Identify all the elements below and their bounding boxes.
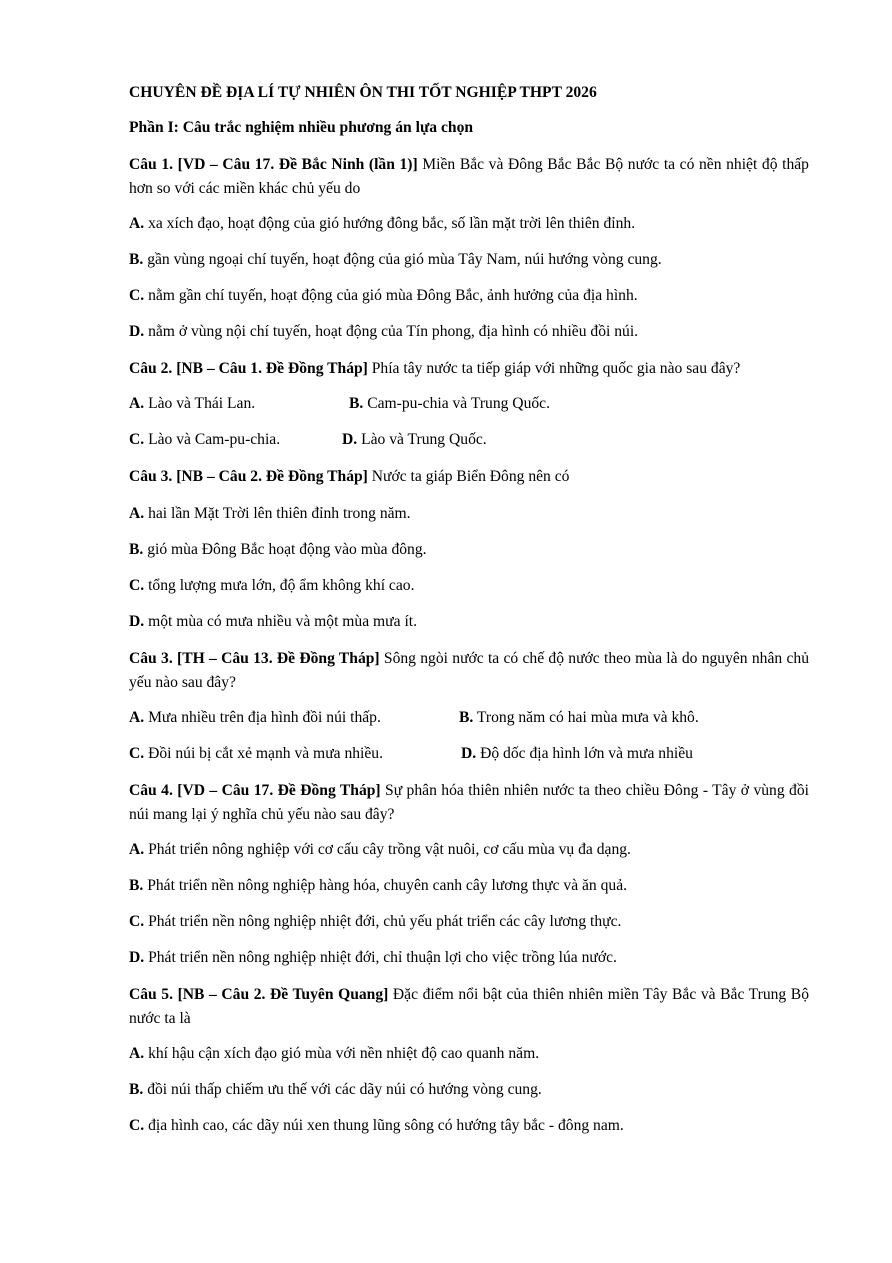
option-key: A. bbox=[129, 1045, 145, 1062]
part-heading bbox=[129, 117, 809, 139]
option-text: địa hình cao, các dãy núi xen thung lũng sông có hướng tây bắc - đông nam. bbox=[144, 1117, 624, 1134]
question-text: Phía tây nước ta tiếp giáp với những quốc gia nào sau đây? bbox=[367, 360, 741, 377]
part-text: Phần I: Câu trắc nghiệm nhiều phương án lựa chọn bbox=[129, 119, 474, 136]
option-text: nằm gần chí tuyến, hoạt động của gió mùa Đông Bắc, ảnh hưởng của địa hình. bbox=[144, 287, 638, 304]
option bbox=[129, 1043, 809, 1065]
option bbox=[129, 1115, 809, 1137]
option-key: B. bbox=[349, 395, 364, 412]
option-key: A. bbox=[129, 841, 145, 858]
option-row bbox=[129, 743, 809, 765]
option-text: một mùa có mưa nhiều và một mùa mưa ít. bbox=[144, 613, 418, 630]
option bbox=[342, 429, 487, 451]
option-text: Trong năm có hai mùa mưa và khô. bbox=[473, 709, 699, 726]
option-key: B. bbox=[129, 251, 144, 268]
option-text: Phát triển nền nông nghiệp nhiệt đới, chỉ thuận lợi cho việc trồng lúa nước. bbox=[144, 949, 617, 966]
option-text: tổng lượng mưa lớn, độ ẩm không khí cao. bbox=[144, 577, 415, 594]
option bbox=[129, 839, 809, 861]
question-text: Miền Bắc và Đông Bắc Bắc Bộ nước ta có nền nhiệt độ thấp hơn so với các miền khác chủ yếu do bbox=[129, 156, 809, 197]
option bbox=[129, 393, 349, 415]
option bbox=[459, 707, 699, 729]
option-text: Lào và Cam-pu-chia. bbox=[144, 431, 281, 448]
option bbox=[129, 743, 461, 765]
question-stem bbox=[129, 465, 809, 489]
document-page bbox=[129, 82, 809, 1151]
option bbox=[129, 575, 809, 597]
option bbox=[129, 249, 809, 271]
question bbox=[129, 153, 809, 343]
option bbox=[129, 539, 809, 561]
question-label: Câu 3. [NB – Câu 2. Đề Đồng Tháp] bbox=[129, 468, 368, 485]
option-key: C. bbox=[129, 431, 145, 448]
question-stem bbox=[129, 357, 809, 381]
question-text: Sông ngòi nước ta có chế độ nước theo mùa là do nguyên nhân chủ yếu nào sau đây? bbox=[129, 650, 809, 691]
option-key: B. bbox=[129, 1081, 144, 1098]
question-text: Sự phân hóa thiên nhiên nước ta theo chiều Đông - Tây ở vùng đồi núi mang lại ý nghĩa chủ yếu nào sau đây? bbox=[129, 782, 809, 823]
question bbox=[129, 983, 809, 1137]
option-row bbox=[129, 393, 809, 415]
option-key: B. bbox=[459, 709, 474, 726]
question-label: Câu 5. [NB – Câu 2. Đề Tuyên Quang] bbox=[129, 986, 389, 1003]
question-stem bbox=[129, 983, 809, 1031]
option-key: C. bbox=[129, 577, 145, 594]
option-text: gần vùng ngoại chí tuyến, hoạt động của gió mùa Tây Nam, núi hướng vòng cung. bbox=[143, 251, 662, 268]
option-row bbox=[129, 707, 809, 729]
option bbox=[129, 947, 809, 969]
option-text: xa xích đạo, hoạt động của gió hướng đông bắc, số lần mặt trời lên thiên đỉnh. bbox=[144, 215, 636, 232]
option-text: Lào và Thái Lan. bbox=[144, 395, 256, 412]
option-text: đồi núi thấp chiếm ưu thế với các dãy núi có hướng vòng cung. bbox=[143, 1081, 542, 1098]
option-text: nằm ở vùng nội chí tuyến, hoạt động của Tín phong, địa hình có nhiều đồi núi. bbox=[144, 323, 639, 340]
question bbox=[129, 647, 809, 765]
option bbox=[129, 911, 809, 933]
option-text: khí hậu cận xích đạo gió mùa với nền nhiệt độ cao quanh năm. bbox=[144, 1045, 540, 1062]
option bbox=[461, 743, 693, 765]
option bbox=[129, 611, 809, 633]
option-text: Độ dốc địa hình lớn và mưa nhiều bbox=[476, 745, 693, 762]
option-text: Phát triển nông nghiệp với cơ cấu cây trồng vật nuôi, cơ cấu mùa vụ đa dạng. bbox=[144, 841, 631, 858]
option bbox=[129, 1079, 809, 1101]
question-label: Câu 2. [NB – Câu 1. Đề Đồng Tháp] bbox=[129, 360, 368, 377]
option-key: A. bbox=[129, 215, 145, 232]
document-title bbox=[129, 82, 809, 104]
option bbox=[129, 321, 809, 343]
option-text: Phát triển nền nông nghiệp hàng hóa, chuyên canh cây lương thực và ăn quả. bbox=[143, 877, 628, 894]
option-text: Đồi núi bị cắt xẻ mạnh và mưa nhiều. bbox=[144, 745, 384, 762]
option bbox=[129, 285, 809, 307]
question-text: Đặc điểm nổi bật của thiên nhiên miền Tây Bắc và Bắc Trung Bộ nước ta là bbox=[129, 986, 810, 1027]
question bbox=[129, 465, 809, 633]
option-key: C. bbox=[129, 913, 145, 930]
question bbox=[129, 357, 809, 451]
option-key: B. bbox=[129, 877, 144, 894]
option bbox=[129, 503, 809, 525]
question-label: Câu 4. [VD – Câu 17. Đề Đồng Tháp] bbox=[129, 782, 381, 799]
question-label: Câu 3. [TH – Câu 13. Đề Đồng Tháp] bbox=[129, 650, 380, 667]
option-key: A. bbox=[129, 395, 145, 412]
question-text: Nước ta giáp Biển Đông nên có bbox=[367, 468, 570, 485]
option-key: D. bbox=[342, 431, 358, 448]
option-text: gió mùa Đông Bắc hoạt động vào mùa đông. bbox=[143, 541, 427, 558]
option bbox=[349, 393, 550, 415]
title-text: CHUYÊN ĐỀ ĐỊA LÍ TỰ NHIÊN ÔN THI TỐT NGHIỆP THPT 2026 bbox=[129, 84, 597, 101]
option-key: C. bbox=[129, 287, 145, 304]
option-key: D. bbox=[129, 949, 145, 966]
option bbox=[129, 429, 342, 451]
option-key: A. bbox=[129, 709, 145, 726]
option-key: D. bbox=[129, 323, 145, 340]
option bbox=[129, 213, 809, 235]
option bbox=[129, 875, 809, 897]
option-text: Phát triển nền nông nghiệp nhiệt đới, chủ yếu phát triển các cây lương thực. bbox=[144, 913, 622, 930]
option-text: Mưa nhiều trên địa hình đồi núi thấp. bbox=[144, 709, 381, 726]
question-label: Câu 1. [VD – Câu 17. Đề Bắc Ninh (lần 1)] bbox=[129, 156, 418, 173]
option-key: B. bbox=[129, 541, 144, 558]
option-key: C. bbox=[129, 1117, 145, 1134]
option-key: D. bbox=[461, 745, 477, 762]
question bbox=[129, 779, 809, 969]
option-text: hai lần Mặt Trời lên thiên đỉnh trong năm. bbox=[144, 505, 411, 522]
question-stem bbox=[129, 153, 809, 201]
option-text: Cam-pu-chia và Trung Quốc. bbox=[363, 395, 550, 412]
option bbox=[129, 707, 459, 729]
option-key: C. bbox=[129, 745, 145, 762]
option-row bbox=[129, 429, 809, 451]
option-text: Lào và Trung Quốc. bbox=[357, 431, 487, 448]
question-stem bbox=[129, 647, 809, 695]
question-stem bbox=[129, 779, 809, 827]
option-key: A. bbox=[129, 505, 145, 522]
option-key: D. bbox=[129, 613, 145, 630]
